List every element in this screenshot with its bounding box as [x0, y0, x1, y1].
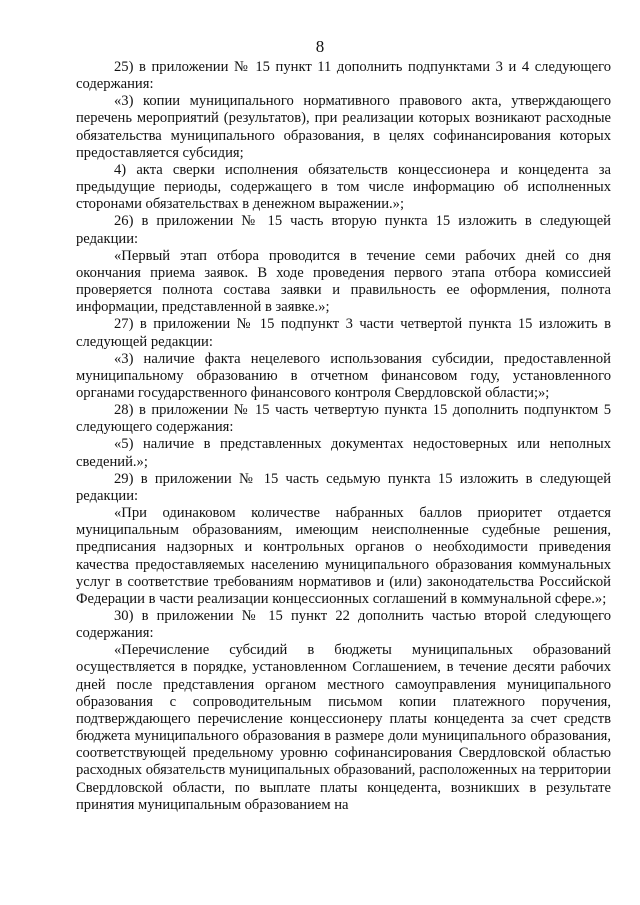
paragraph-30-text: «Перечисление субсидий в бюджеты муниципальных образований осуществляется в порядке, установленном Соглашением, в течение десяти рабочих дней после представления органом местного самоуправления муниципального образования с сопроводительным письмом копии платежного поручения, подтверждающего перечисление концессионеру платы концедента за счет средств бюджета муниципального образования в размере доли муниципального образования, соответствующей предельному уровню софинансирования Свердловской областью расходных обязательств муниципальных образований, расположенных на территории Свердловской области, по выплате платы концедента, возникших в результате принятия муниципальным образованием на [76, 642, 611, 813]
paragraph-28: 28) в приложении № 15 часть четвертую пункта 15 дополнить подпунктом 5 следующего содержания: [76, 402, 611, 436]
paragraph-26: 26) в приложении № 15 часть вторую пункта 15 изложить в следующей редакции: [76, 213, 611, 247]
paragraph-27: 27) в приложении № 15 подпункт 3 части четвертой пункта 15 изложить в следующей редакции: [76, 316, 611, 350]
document-body [76, 59, 611, 814]
paragraph-29: 29) в приложении № 15 часть седьмую пункта 15 изложить в следующей редакции: [76, 470, 611, 504]
page-number: 8 [315, 37, 325, 56]
paragraph-25: 25) в приложении № 15 пункт 11 дополнить подпунктами 3 и 4 следующего содержания: [76, 59, 611, 93]
paragraph-25-sub-4: 4) акта сверки исполнения обязательств концессионера и концедента за предыдущие периоды, содержащего в том числе информацию об исполненных сторонами обязательствах в денежном выражении.»; [76, 161, 611, 213]
paragraph-26-text: «Первый этап отбора проводится в течение семи рабочих дней со дня окончания приема заявок. В ходе проведения первого этапа отбора комиссией проверяется полнота состава заявки и правильность ее оформления, полнота информации, представленной в заявке.»; [76, 247, 611, 316]
paragraph-28-text: «5) наличие в представленных документах недостоверных или неполных сведений.»; [76, 436, 611, 470]
paragraph-27-text: «3) наличие факта нецелевого использования субсидии, предоставленной муниципальному образованию в отчетном финансовом году, установленного органами государственного финансового контроля Свердловской области;»; [76, 350, 611, 401]
paragraph-25-sub-3: «3) копии муниципального нормативного правового акта, утверждающего перечень мероприятий (результатов), при реализации которых возникают расходные обязательства муниципального образования, в целях софинансирования которых предоставляется субсидия; [76, 93, 611, 161]
paragraph-30: 30) в приложении № 15 пункт 22 дополнить частью второй следующего содержания: [76, 608, 611, 642]
paragraph-29-text: «При одинаковом количестве набранных баллов приоритет отдается муниципальным образованиям, имеющим неисполненные судебные решения, предписания надзорных и контрольных органов о необходимости приведения качества предоставляемых населению муниципального образования коммунальных услуг в соответствие требованиям нормативов и (или) законодательства Российской Федерации в части реализации концессионных соглашений в коммунальной сфере.»; [76, 505, 611, 607]
